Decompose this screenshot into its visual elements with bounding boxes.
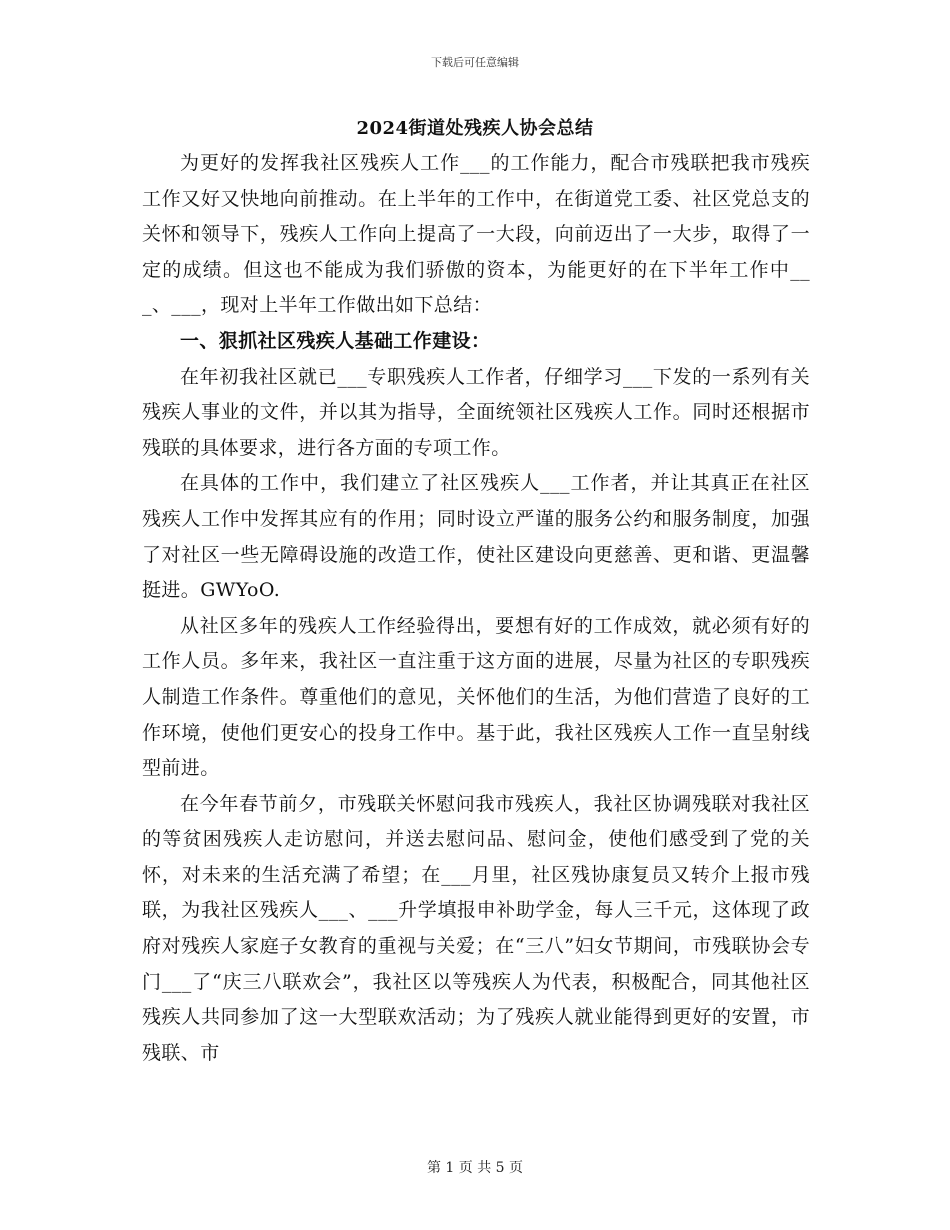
header-note: 下载后可任意编辑 (431, 56, 519, 69)
document-title: 2024街道处残疾人协会总结 (356, 118, 594, 139)
paragraph-3: 在具体的工作中，我们建立了社区残疾人___工作者，并让其真正在社区残疾人工作中发挥其应有的作用；同时设立严谨的服务公约和服务制度，加强了对社区一些无障碍设施的改造工作，使社区建设向更慈善、更和谐、更温馨挺进。GWYoO. (142, 472, 810, 602)
paragraph-5: 在今年春节前夕，市残联关怀慰问我市残疾人，我社区协调残联对我社区的等贫困残疾人走访慰问，并送去慰问品、慰问金，使他们感受到了党的关怀，对未来的生活充满了希望；在___月里，社区残协康复员又转介上报市残联，为我社区残疾人___、___升学填报申补助学金，每人三千元，这体现了政府对残疾人家庭子女教育的重视与关爱；在“三八”妇女节期间，市残联协会专门___了“庆三八联欢会”，我社区以等残疾人为代表，积极配合，同其他社区残疾人共同参加了这一大型联欢活动；为了残疾人就业能得到更好的安置，市残联、市 (142, 792, 810, 1064)
document-body (142, 146, 810, 1071)
paragraph-2: 在年初我社区就已___专职残疾人工作者，仔细学习___下发的一系列有关残疾人事业的文件，并以其为指导，全面统领社区残疾人工作。同时还根据市残联的具体要求，进行各方面的专项工作。 (142, 365, 810, 459)
paragraph-intro: 为更好的发挥我社区残疾人工作___的工作能力，配合市残联把我市残疾工作又好又快地向前推动。在上半年的工作中，在街道党工委、社区党总支的关怀和领导下，残疾人工作向上提高了一大段，向前迈出了一大步，取得了一定的成绩。但这也不能成为我们骄傲的资本，为能更好的在下半年工作中___、___，现对上半年工作做出如下总结： (142, 152, 810, 317)
section-heading-1: 一、狠抓社区残疾人基础工作建设： (180, 329, 491, 352)
paragraph-4: 从社区多年的残疾人工作经验得出，要想有好的工作成效，就必须有好的工作人员。多年来，我社区一直注重于这方面的进展，尽量为社区的专职残疾人制造工作条件。尊重他们的意见，关怀他们的生活，为他们营造了良好的工作环境，使他们更安心的投身工作中。基于此，我社区残疾人工作一直呈射线型前进。 (142, 614, 810, 780)
page-footer: 第 1 页 共 5 页 (426, 1160, 524, 1176)
